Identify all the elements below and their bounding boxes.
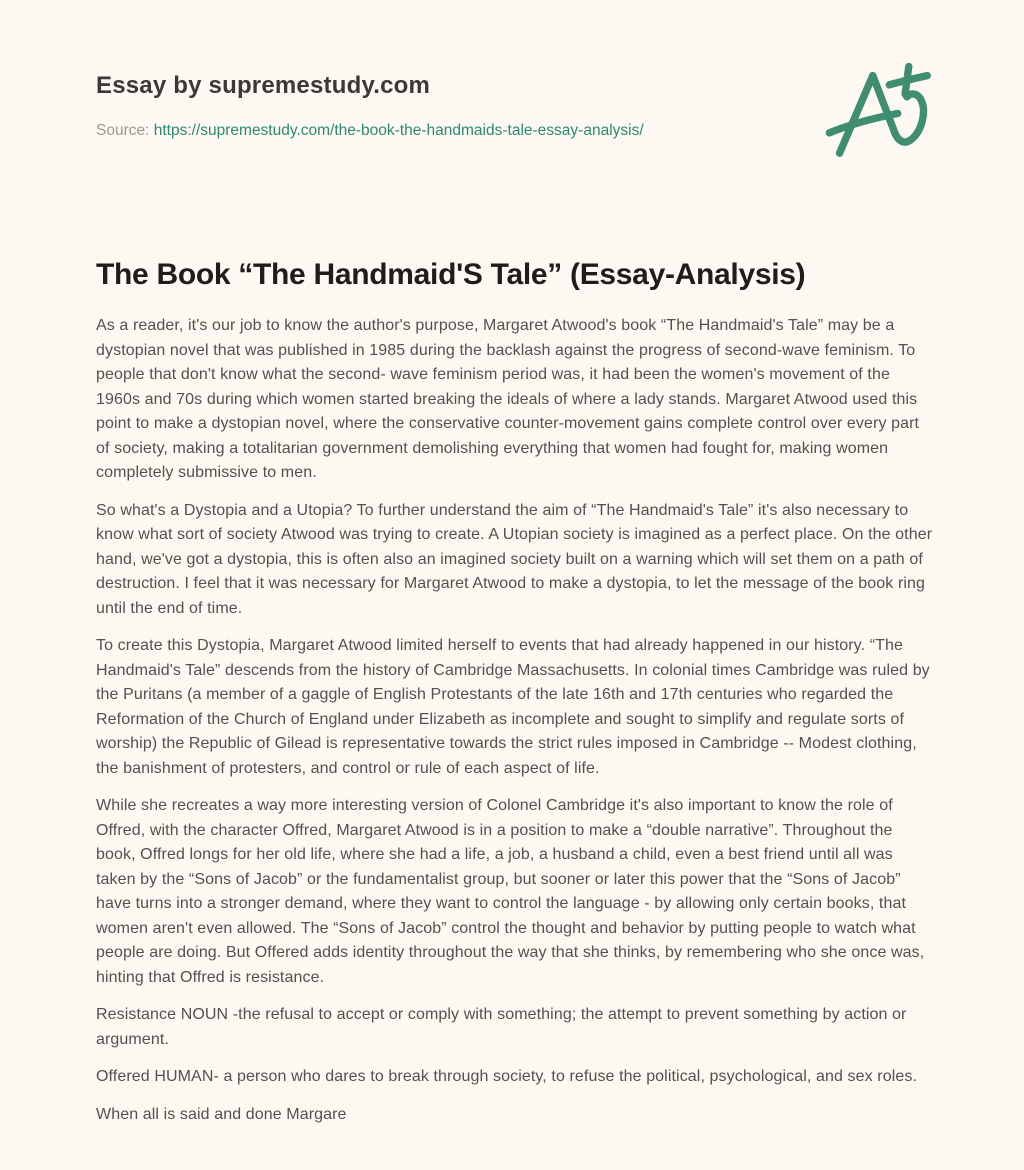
document-header [96,72,936,140]
essay-body [96,314,936,1127]
essay-paragraph: Offered HUMAN- a person who dares to break through society, to refuse the political, psychological, and sex roles. [96,1068,917,1085]
page-title: Essay by supremestudy.com [96,72,431,99]
essay-paragraph: Resistance NOUN -the refusal to accept or comply with something; the attempt to prevent something by action or argument. [96,1006,907,1048]
essay-content [96,258,936,1127]
essay-paragraph: As a reader, it's our job to know the author's purpose, Margaret Atwood's book “The Handmaid's Tale” may be a dystopian novel that was published in 1985 during the backlash against the progress of second-wave feminism. To people that don't know what the second- wave feminism period was, it had been the women's movement of the 1960s and 70s during which women started breaking the ideals of where a lady stands. Margaret Atwood used this point to make a dystopian novel, where the conservative counter-movement gains complete control over every part of society, making a totalitarian government demolishing everything that women had fought for, making women completely submissive to men. [96,317,920,481]
essay-paragraph: While she recreates a way more interesting version of Colonel Cambridge it's also important to know the role of Offred, with the character Offred, Margaret Atwood is in a position to make a “double narrative”. Throughout the book, Offred longs for her old life, where she had a life, a job, a husband a child, even a best friend until all was taken by the “Sons of Jacob” or the fundamentalist group, but sooner or later this power that the “Sons of Jacob” have turns into a stronger demand, where they want to control the language - by allowing only certain books, that women aren't even allowed. The “Sons of Jacob” control the thought and behavior by putting people to watch what people are doing. But Offered adds identity throughout the way that she thinks, by remembering who she once was, hinting that Offred is resistance. [96,797,925,986]
header-text-block [96,72,936,140]
a-plus-logo [822,58,942,168]
source-label: Source: [96,122,150,139]
essay-paragraph: When all is said and done Margare [96,1105,347,1123]
a-plus-logo-icon [822,58,942,168]
essay-paragraph: To create this Dystopia, Margaret Atwood limited herself to events that had already happened in our history. “The Handmaid's Tale” descends from the history of Cambridge Massachusetts. In colonial times Cambridge was ruled by the Puritans (a member of a gaggle of English Protestants of the late 16th and 17th centuries who regarded the Reformation of the Church of England under Elizabeth as incomplete and sought to simplify and regulate sorts of worship) the Republic of Gilead is representative towards the strict rules imposed in Cambridge -- Modest clothing, the banishment of protesters, and control or rule of each aspect of life. [96,637,930,777]
essay-title: The Book “The Handmaid'S Tale” (Essay-Analysis) [96,258,806,291]
essay-paragraph: So what's a Dystopia and a Utopia? To further understand the aim of “The Handmaid's Tale” it's also necessary to know what sort of society Atwood was trying to create. A Utopian society is imagined as a perfect place. On the other hand, we've got a dystopia, this is often also an imagined society built on a warning which will set them on a path of destruction. I feel that it was necessary for Margaret Atwood to make a dystopia, to let the message of the book ring until the end of time. [96,501,933,617]
source-line [96,122,936,140]
source-link[interactable]: https://supremestudy.com/the-book-the-handmaids-tale-essay-analysis/ [153,122,644,139]
